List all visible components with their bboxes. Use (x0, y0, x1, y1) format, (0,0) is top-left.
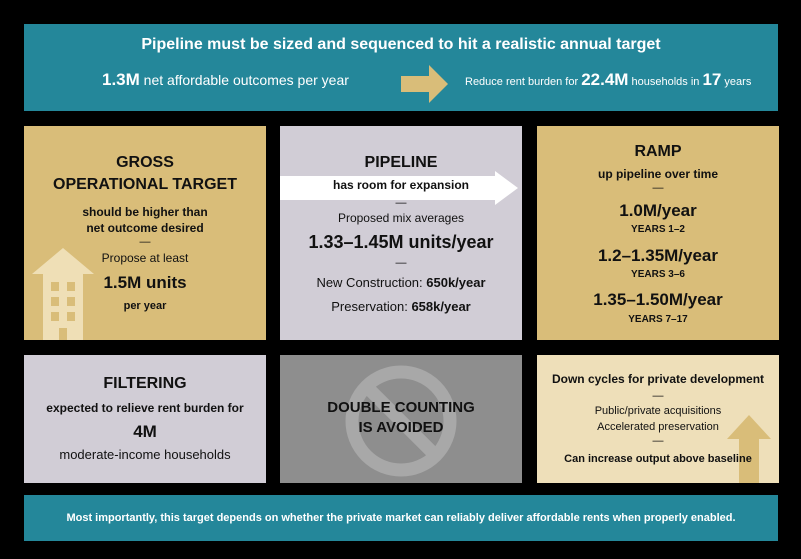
pipeline-divider-1: — (395, 197, 407, 209)
down-cycles-result: Can increase output above baseline (564, 453, 752, 465)
arrow-right-icon (401, 64, 449, 104)
double-counting-line-2: IS AVOIDED (358, 419, 444, 436)
header-title: Pipeline must be sized and sequenced to hit a realistic annual target (141, 36, 661, 53)
new-construction-value: 650k/year (426, 275, 486, 290)
ramp-step-1-value: 1.0M/year (619, 201, 697, 220)
new-construction-label: New Construction: (316, 275, 427, 290)
header-banner (24, 24, 778, 111)
gross-sub-1: should be higher than (82, 205, 208, 219)
gross-sub-2: net outcome desired (86, 221, 204, 235)
down-cycles-title: Down cycles for private development (551, 372, 765, 386)
ramp-title: RAMP (634, 143, 682, 160)
ramp-step-3-value: 1.35–1.50M/year (593, 290, 723, 309)
gross-propose-label: Propose at least (101, 251, 189, 265)
preservation-label: Preservation: (331, 299, 412, 314)
years-value: 17 (702, 70, 722, 89)
down-cycles-divider-1: — (652, 390, 664, 402)
down-cycles-item-2: Accelerated preservation (597, 421, 719, 433)
pipeline-divider-2: — (395, 257, 407, 269)
gross-unit: per year (123, 300, 167, 312)
pipeline-card (280, 126, 522, 340)
gross-title-1: GROSS (116, 154, 174, 171)
preservation-value: 658k/year (411, 299, 471, 314)
down-cycles-item-1: Public/private acquisitions (594, 405, 722, 417)
double-counting-line-1: DOUBLE COUNTING (327, 399, 475, 416)
pipeline-title: PIPELINE (364, 154, 438, 171)
gross-value: 1.5M units (103, 273, 187, 292)
filtering-sub: expected to relieve rent burden for (46, 401, 244, 415)
footer-banner (24, 495, 778, 541)
net-outcomes-stat (102, 70, 349, 90)
gross-title-2: OPERATIONAL TARGET (53, 176, 237, 193)
net-outcomes-value: 1.3M (102, 70, 140, 89)
rent-burden-stat (465, 70, 751, 90)
down-cycles-card (537, 355, 779, 483)
filtering-value: 4M (133, 422, 157, 441)
rent-burden-text-1: Reduce rent burden for (465, 76, 582, 88)
gross-divider: — (139, 236, 151, 248)
filtering-card (24, 355, 266, 483)
preservation-row (280, 299, 522, 314)
ramp-sub: up pipeline over time (597, 167, 719, 181)
rent-burden-text-2: households in (628, 76, 703, 88)
households-value: 22.4M (581, 70, 629, 89)
pipeline-mix-label: Proposed mix averages (337, 211, 465, 225)
ramp-step-2-years: YEARS 3–6 (631, 269, 685, 280)
ramp-card (537, 126, 779, 340)
rent-burden-text-3: years (721, 76, 752, 88)
pipeline-banner-text: has room for expansion (332, 178, 470, 192)
gross-target-card (24, 126, 266, 340)
down-cycles-divider-2: — (652, 435, 664, 447)
pipeline-value: 1.33–1.45M units/year (308, 232, 494, 252)
footer-text: Most importantly, this target depends on whether the private market can reliably deliver affordable rents when properly enabled. (66, 512, 736, 524)
ramp-step-1-years: YEARS 1–2 (631, 224, 685, 235)
filtering-title: FILTERING (103, 375, 187, 392)
new-construction-row (280, 275, 522, 290)
net-outcomes-text: net affordable outcomes per year (139, 72, 349, 88)
filtering-desc: moderate-income households (59, 447, 231, 462)
ramp-step-3-years: YEARS 7–17 (628, 314, 688, 325)
ramp-step-2-value: 1.2–1.35M/year (597, 246, 719, 265)
double-counting-card (280, 355, 522, 483)
ramp-divider: — (652, 182, 664, 194)
